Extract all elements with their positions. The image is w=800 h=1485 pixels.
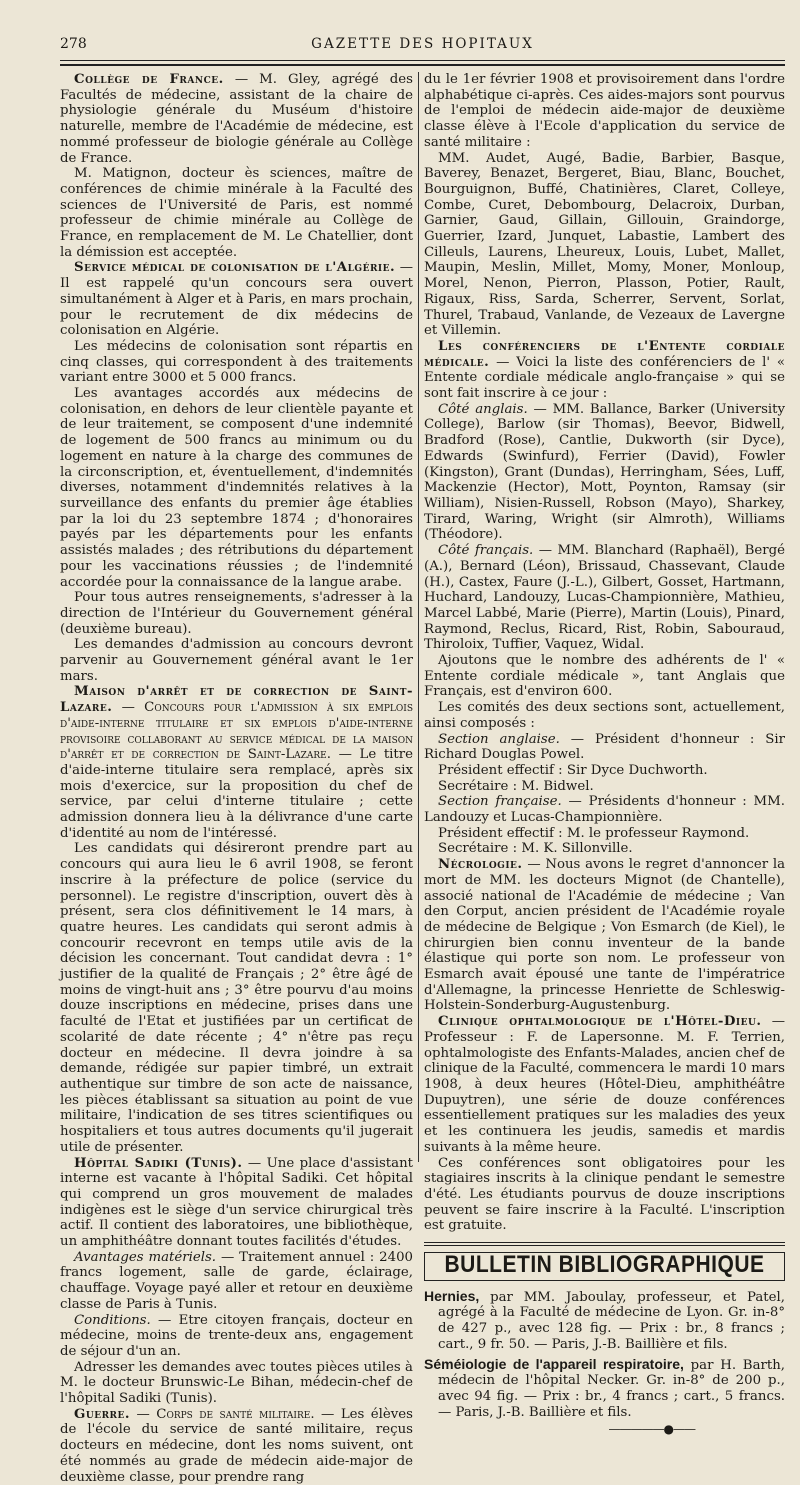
article-text: — Voici la liste des conférenciers de l' « Entente cordiale médicale anglo-française » qui se sont fait inscrire à ce jour : <box>424 354 785 402</box>
article-paragraph: Les avantages accordés aux médecins de colonisation, en dehors de leur clientèle payante et de leur traitement, se composent d'une indemnité de logement de 500 francs au minimum ou du logement en nature à la charge des communes de la circonscription, et, éventuellement, d'indemnités diverses, notamment d'indemnités relatives à la surveillance des enfants du premier âge établies par la loi du 23 septembre 1874 ; d'honoraires payés par les départements pour les enfants assistés malades ; des rétributions du département pour les vaccinations réussies ; de l'indemnité accordée pour la connaissance de la langue arabe. <box>60 386 413 590</box>
article-text: — Présidents d'honneur : MM. Landouzy et Lucas-Championnière. <box>424 794 785 826</box>
article-heading: Collège de France. <box>74 72 224 87</box>
article-heading: Maison d'arrêt et de correction de Saint-Lazare. <box>60 684 413 716</box>
inline-label: Section anglaise. <box>438 731 560 747</box>
article-paragraph: MM. Audet, Augé, Badie, Barbier, Basque, Baverey, Benazet, Bergeret, Biau, Blanc, Bouchet, Bourguignon, Buffé, Chatinières, Claret, Colleye, Combe, Curet, Debombourg, Delacroix, Durban, Garnier, Gaud, Gillain, Gillouin, Graindorge, Guerrier, Izard, Junquet, Labastie, Lambert des Cilleuls, Laurens, Lheureux, Louis, Lubet, Mallet, Maupin, Meslin, Millet, Momy, Moner, Monloup, Morel, Nenon, Pierron, Plasson, Potier, Rault, Rigaux, Riss, Sarda, Scherrer, Servent, Sorlat, Thurel, Trabaud, Vanlande, de Vezeaux de Lavergne et Villemin. <box>424 150 785 339</box>
article-heading: Clinique ophtalmologique de l'Hôtel-Dieu. <box>438 1014 762 1030</box>
inline-label: Côté français. <box>438 543 534 559</box>
article-paragraph: Président effectif : Sir Dyce Duchworth. <box>438 762 708 778</box>
article-paragraph: Secrétaire : M. Bidwel. <box>438 778 594 794</box>
article-paragraph <box>424 402 785 543</box>
article-guerre: Guerre. — Corps de santé militaire. — Les élèves de l'école du service de santé militaire, reçus docteurs en médecine, dont les noms suivent, ont été nommés au grade de médecin aide-major de deuxième classe, pour prendre rang <box>60 1406 413 1485</box>
bibliography-entry <box>424 1289 785 1353</box>
article-text: — Nous avons le regret d'annoncer la mort de MM. les docteurs Mignot (de Chantelle), associé national de l'Académie de médecine ; Van den Corput, ancien président de l'Académie royale de médecine de Belgique ; Von Esmarch (de Kiel), le chirurgien bien connu inventeur de la bande élastique qui porte son nom. Le professeur von Esmarch avait épousé une tante de l'impératrice d'Allemagne, la princesse Henriette de Schleswig-Holstein-Sonderburg-Augustenburg. <box>424 857 785 1014</box>
book-details: par H. Barth, médecin de l'hôpital Necker. Gr. in-8° de 200 p., avec 94 fig. — Prix : br., 4 francs ; cart., 5 francs. — Paris, J.-B. Baillière et fils. <box>438 1357 785 1420</box>
article-paragraph: Adresser les demandes avec toutes pièces utiles à M. le docteur Brunswic-Le Bihan, médecin-chef de l'hôpital Sadiki (Tunis). <box>60 1359 413 1407</box>
article-text: — MM. Ballance, Barker (University College), Barlow (sir Thomas), Beevor, Bidwell, Bradford (Rose), Cantlie, Dukworth (sir Dyce), Edwards (Swinfurd), Ferrier (David), Fowler (Kingston), Grant (Dundas), Herringham, Sées, Luff, Mackenzie (Hector), Mott, Poynton, Ramsay (sir William), Nisien-Russell, Robson (Mayo), Sharkey, Tirard, Waring, Wright (sir Almroth), Williams (Théodore). <box>424 401 786 543</box>
article-paragraph <box>60 1250 413 1313</box>
article-paragraph <box>424 543 785 653</box>
article-paragraph: Ajoutons que le nombre des adhérents de l' « Entente cordiale médicale », tant Anglais que Français, est d'environ 600. <box>424 653 785 700</box>
article-heading: Nécrologie. <box>438 857 523 873</box>
article-text: — MM. Blanchard (Raphaël), Bergé (A.), Bernard (Léon), Brissaud, Chassevant, Claude (H.), Castex, Faure (J.-L.), Gilbert, Gosset, Hartmann, Huchard, Landouzy, Lucas-Championnière, Mathieu, Marcel Labbé, Marie (Pierre), Martin (Louis), Pinard, Raymond, Reclus, Ricard, Rist, Robin, Sabouraud, Thiroloix, Tuffier, Vaquez, Widal. <box>424 543 785 653</box>
article-text: — Une place d'assistant interne est vacante à l'hôpital Sadiki. Cet hôpital qui comprend un gros mouvement de malades indigènes est le siège d'un service chirurgical très actif. Il contient des laboratoires, une bibliothèque, un amphithéâtre donnant toutes facilités d'études. <box>60 1155 413 1250</box>
inline-label: Section française. <box>438 794 562 810</box>
article-paragraph: du le 1er février 1908 et provisoirement dans l'ordre alphabétique ci-après. Ces aides-majors sont pourvus de l'emploi de médecin aide-major de deuxième classe élève à l'Ecole d'application du service de santé militaire : <box>424 72 785 150</box>
article-heading: Guerre. <box>74 1406 131 1422</box>
page-header <box>60 36 785 58</box>
column-separator <box>418 72 419 1162</box>
article-heading: Service médical de colonisation de l'Algérie. <box>74 260 396 276</box>
inline-label: Avantages matériels. <box>74 1249 216 1265</box>
article-text: — Il est rappelé qu'un concours sera ouvert simultanément à Alger et à Paris, en mars prochain, pour le recrutement de dix médecins de colonisation en Algérie. <box>60 260 413 339</box>
article-college-de-france <box>60 72 413 166</box>
book-title: Hernies, <box>424 1287 480 1304</box>
right-column <box>424 72 785 1438</box>
article-paragraph: M. Matignon, docteur ès sciences, maître de conférences de chimie minérale à la Faculté des sciences de l'Université de Paris, est nommé professeur de chimie minérale au Collège de France, en remplacement de M. Le Chatellier, dont la démission est acceptée. <box>60 166 413 260</box>
book-title: Séméiologie de l'appareil respiratoire, <box>424 1355 684 1372</box>
article-subheading: Concours pour l'admission à six emplois d'aide-interne titulaire et six emplois d'aide-interne provisoire collaborant au service médical de la maison d'arrêt et de correction de Saint-Lazare. <box>60 700 414 763</box>
article-heading: Les conférenciers de l'Entente cordiale médicale. <box>424 338 785 370</box>
header-rule-thick <box>60 64 785 66</box>
article-heading: Hôpital Sadiki (Tunis). <box>74 1155 243 1171</box>
article-algerie <box>60 260 413 339</box>
article-paragraph <box>424 732 785 763</box>
inline-label: Conditions. <box>74 1312 151 1328</box>
left-column <box>60 72 413 1485</box>
article-paragraph: Ces conférences sont obligatoires pour les stagiaires inscrits à la clinique pendant le semestre d'été. Les étudiants pourvus de douze inscriptions peuvent se faire inscrire à la Faculté. L'inscription est gratuite. <box>424 1155 785 1234</box>
article-paragraph: Les candidats qui désireront prendre part au concours qui aura lieu le 6 avril 1908, se feront inscrire à la préfecture de police (service du personnel). Le registre d'inscription, ouvert dès à présent, sera clos définitivement le 14 mars, à quatre heures. Les candidats qui seront admis à concourir recevront en temps utile avis de la décision les concernant. Tout candidat devra : 1° justifier de la qualité de Français ; 2° être âgé de moins de vingt-huit ans ; 3° être pourvu d'au moins douze inscriptions en médecine, prises dans une faculté de l'Etat et justifiées par un certificat de scolarité de date récente ; 4° n'être pas reçu docteur en médecine. Il devra joindre à sa demande, rédigée sur papier timbré, un extrait authentique sur timbre de son acte de naissance, les pièces établissant sa situation au point de vue militaire, l'indication de ses titres scientifiques ou hospitaliers et tous autres documents qu'il jugerait utile de présenter. <box>60 841 413 1155</box>
article-paragraph: Secrétaire : M. K. Sillonville. <box>438 841 633 857</box>
article-text: — Président d'honneur : Sir Richard Douglas Powel. <box>424 731 785 763</box>
article-text: — Le titre d'aide-interne titulaire sera remplacé, après six mois d'exercice, sur la proposition du chef de service, par celui d'interne titulaire ; cette admission donnera lieu à la délivrance d'une carte d'identité au nom de l'intéressé. <box>60 747 413 841</box>
book-details: par MM. Jaboulay, professeur, et Patel, agrégé à la Faculté de médecine de Lyon. Gr. in-8° de 427 p., avec 128 fig. — Prix : br., 8 francs ; cart., 9 fr. 50. — Paris, J.-B. Baillière et fils. <box>438 1289 785 1352</box>
article-entente-cordiale <box>424 339 785 402</box>
article-clinique-ophtalmologique <box>424 1014 785 1155</box>
article-hopital-sadiki <box>60 1156 413 1250</box>
end-ornament: —————●—— <box>608 1422 695 1437</box>
article-saint-lazare <box>60 684 413 841</box>
article-paragraph: Les comités des deux sections sont, actuellement, ainsi composés : <box>424 700 785 731</box>
article-paragraph: Les demandes d'admission au concours devront parvenir au Gouvernement général avant le 1er mars. <box>60 637 413 684</box>
article-text: — M. Gley, agrégé des Facultés de médecine, assistant de la chaire de physiologie générale du Muséum d'histoire naturelle, membre de l'Académie de médecine, est nommé professeur de biologie générale au Collège de France. <box>60 72 413 166</box>
article-paragraph <box>60 1313 413 1360</box>
section-divider <box>424 1242 785 1246</box>
article-text: — Professeur : F. de Lapersonne. M. F. Terrien, ophtalmologiste des Enfants-Malades, ancien chef de clinique de la Faculté, commencera le mardi 10 mars 1908, à deux heures (Hôtel-Dieu, amphithéâtre Dupuytren), une série de douze conférences essentiellement pratiques sur les maladies des yeux et les continuera les jeudis, samedis et mardis suivants à la même heure. <box>424 1014 786 1155</box>
article-paragraph: Pour tous autres renseignements, s'adresser à la direction de l'Intérieur du Gouvernement général (deuxième bureau). <box>60 590 413 637</box>
dash: — <box>121 700 135 716</box>
article-subheading: Corps de santé militaire. <box>156 1406 315 1422</box>
bulletin-title: BULLETIN BIBLIOGRAPHIQUE <box>444 1251 765 1278</box>
bulletin-title-box <box>424 1252 785 1281</box>
article-text: — Les élèves de l'école du service de santé militaire, reçus docteurs en médecine, dont les noms suivent, ont été nommés au grade de médecin aide-major de deuxième classe, pour prendre rang <box>60 1406 413 1485</box>
article-paragraph: Président effectif : M. le professeur Raymond. <box>438 825 750 841</box>
page-title: GAZETTE DES HOPITAUX <box>311 36 534 52</box>
article-text: — Etre citoyen français, docteur en médecine, moins de trente-deux ans, engagement de séjour d'un an. <box>60 1312 413 1359</box>
bibliography-entry <box>424 1357 785 1421</box>
article-paragraph <box>424 794 785 825</box>
inline-label: Côté anglais. <box>438 401 528 417</box>
header-rule <box>60 60 785 61</box>
article-text: — Traitement annuel : 2400 francs logement, salle de garde, éclairage, chauffage. Voyage payé aller et retour en deuxième classe de Paris à Tunis. <box>60 1249 413 1312</box>
article-necrologie <box>424 857 785 1014</box>
page-number: 278 <box>60 36 87 52</box>
article-paragraph: Les médecins de colonisation sont répartis en cinq classes, qui correspondent à des traitements variant entre 3000 et 5 000 francs. <box>60 338 413 386</box>
